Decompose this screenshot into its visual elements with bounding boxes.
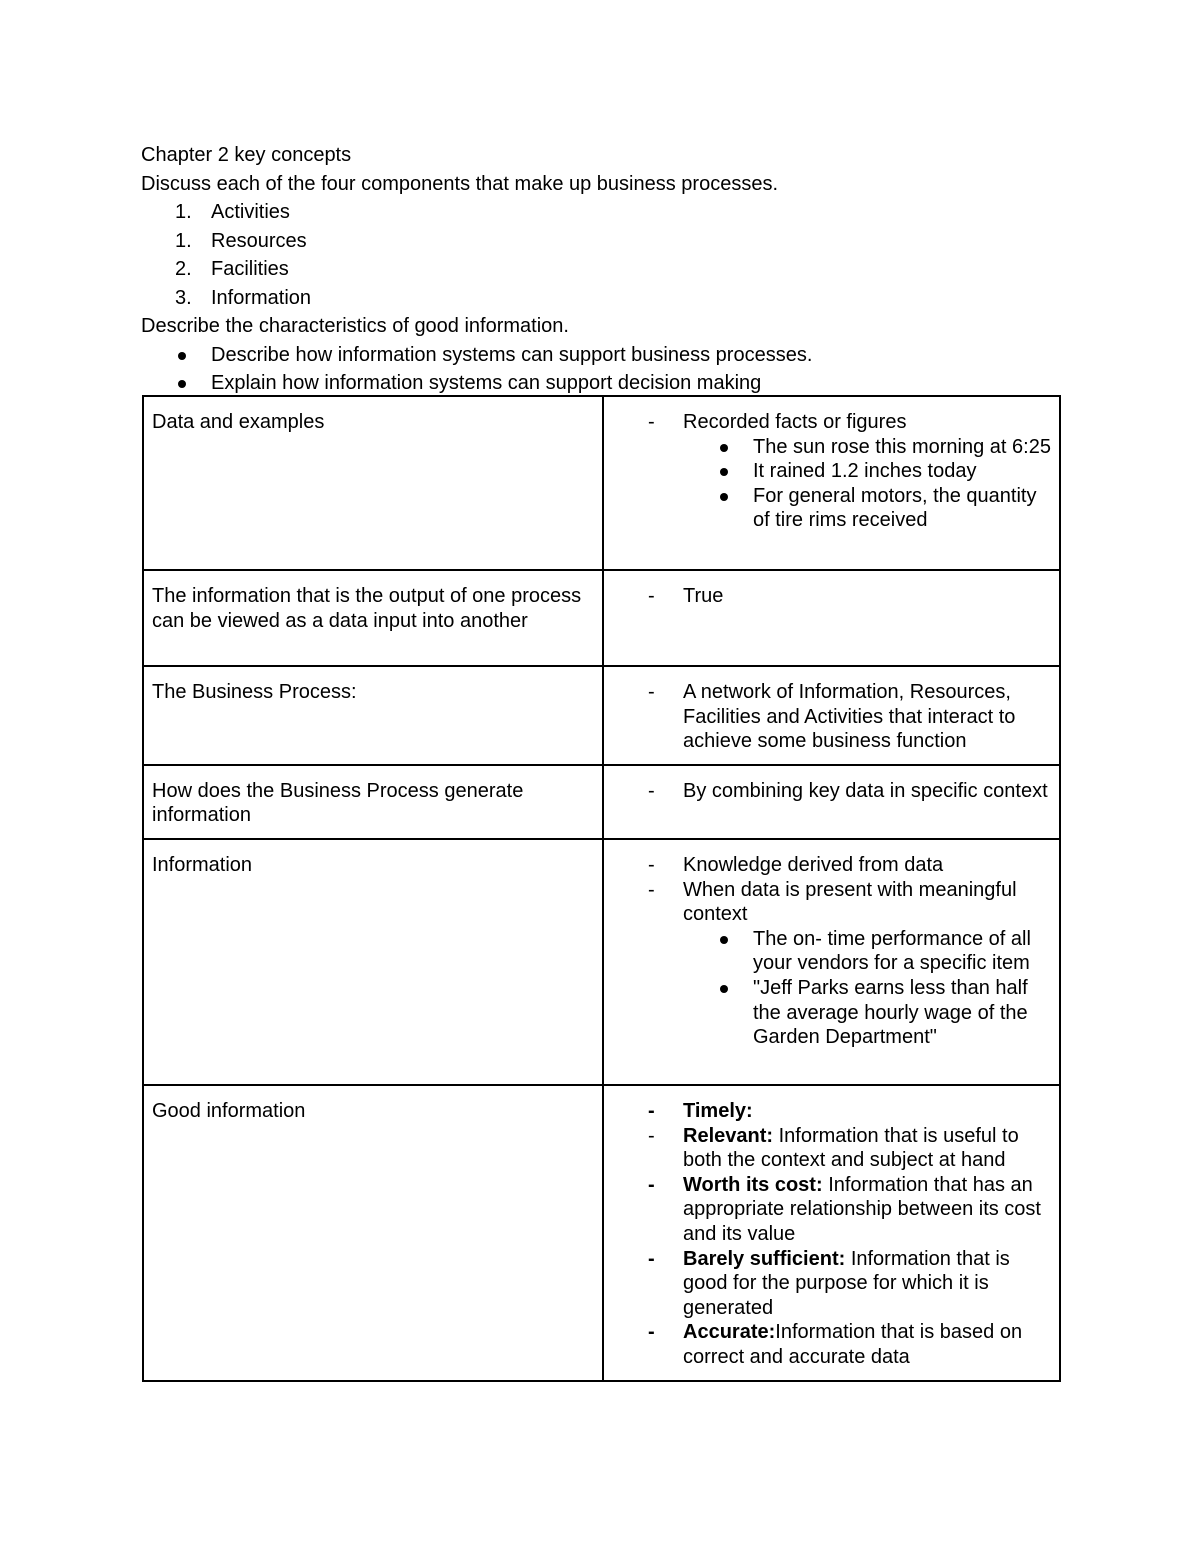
definition-cell xyxy=(603,666,1060,765)
bullet-icon xyxy=(178,352,186,360)
example-item xyxy=(612,927,1051,976)
bullet-icon xyxy=(720,444,728,452)
term-text: How does the Business Process generate information xyxy=(152,779,524,827)
definition-cell xyxy=(603,1085,1060,1381)
table-row xyxy=(143,396,1060,570)
bullet-icon xyxy=(720,493,728,501)
term-cell xyxy=(143,839,603,1085)
definition-item xyxy=(612,584,1051,609)
quality-label: Worth its cost: xyxy=(683,1173,823,1196)
definition-text: When data is present with meaningful context xyxy=(683,878,1017,926)
component-text: Information xyxy=(211,286,312,309)
example-item xyxy=(612,484,1051,533)
quality-label: Relevant: xyxy=(683,1124,774,1147)
quality-label: Accurate: xyxy=(683,1321,776,1344)
dash-marker: - xyxy=(648,878,655,901)
quality-description: Information that is useful to both the context and subject at hand xyxy=(683,1124,1019,1172)
bullet-item xyxy=(141,341,1061,370)
dash-marker: - xyxy=(648,1173,655,1196)
example-text: "Jeff Parks earns less than half the average hourly wage of the Garden Department" xyxy=(753,976,1028,1049)
table-row xyxy=(143,839,1060,1085)
definition-cell xyxy=(603,570,1060,666)
example-item xyxy=(612,976,1051,1050)
component-text: Activities xyxy=(211,201,290,223)
definition-cell xyxy=(603,765,1060,839)
quality-description: Information that is good for the purpose for which it is generated xyxy=(683,1247,1010,1319)
example-text: It rained 1.2 inches today xyxy=(753,460,977,483)
example-text: For general motors, the quantity of tire rims received xyxy=(753,484,1037,532)
prompt-characteristics: Describe the characteristics of good information. xyxy=(141,315,569,337)
document-title: Chapter 2 key concepts xyxy=(141,144,352,166)
component-number: 2. xyxy=(175,258,192,280)
definition-text: Knowledge derived from data xyxy=(683,853,944,876)
dash-marker: - xyxy=(648,1321,655,1344)
term-text: The Business Process: xyxy=(152,681,357,703)
quality-item xyxy=(612,1099,1051,1124)
component-item xyxy=(141,198,1061,227)
bullet-icon xyxy=(178,380,186,388)
table-row xyxy=(143,1085,1060,1381)
table-row xyxy=(143,570,1060,666)
example-text: The on- time performance of all your vendors for a specific item xyxy=(753,927,1031,975)
component-item xyxy=(141,227,1061,256)
example-item xyxy=(612,459,1051,484)
definition-item xyxy=(612,779,1051,804)
dash-marker: - xyxy=(648,1124,655,1147)
definition-cell xyxy=(603,839,1060,1085)
quality-description: Information that has an appropriate relationship between its cost and its value xyxy=(683,1173,1041,1245)
definition-text: A network of Information, Resources, Facilities and Activities that interact to achieve some business function xyxy=(683,681,1016,753)
table-row xyxy=(143,666,1060,765)
definition-cell xyxy=(603,396,1060,570)
dash-marker: - xyxy=(648,1247,655,1270)
quality-item xyxy=(612,1247,1051,1321)
definition-text: Recorded facts or figures xyxy=(683,411,907,433)
term-cell xyxy=(143,1085,603,1381)
definition-text: True xyxy=(683,585,724,607)
bullet-icon xyxy=(720,936,728,944)
definition-item xyxy=(612,878,1051,927)
example-item xyxy=(612,435,1051,460)
definition-text: By combining key data in specific context xyxy=(683,779,1048,802)
bullet-text: Explain how information systems can support decision making xyxy=(211,372,762,394)
concepts-table xyxy=(142,395,1061,1382)
component-number: 1. xyxy=(175,229,192,252)
dash-marker: - xyxy=(648,585,655,607)
dash-marker: - xyxy=(648,853,655,876)
quality-label: Timely: xyxy=(683,1099,753,1122)
term-text: Information xyxy=(152,853,253,876)
component-text: Resources xyxy=(211,229,307,252)
definition-item xyxy=(612,853,1051,878)
term-text: Data and examples xyxy=(152,411,325,433)
component-text: Facilities xyxy=(211,258,289,280)
term-text: Good information xyxy=(152,1099,306,1122)
bullet-icon xyxy=(720,468,728,476)
component-number: 1. xyxy=(175,201,192,223)
dash-marker: - xyxy=(648,681,655,703)
component-item xyxy=(141,284,1061,313)
table-row xyxy=(143,765,1060,839)
intro-section xyxy=(141,141,1061,398)
example-text: The sun rose this morning at 6:25 xyxy=(753,435,1051,458)
quality-item xyxy=(612,1320,1051,1369)
term-cell xyxy=(143,666,603,765)
bullet-text: Describe how information systems can support business processes. xyxy=(211,343,813,366)
dash-marker: - xyxy=(648,1099,655,1122)
quality-description: Information that is based on correct and accurate data xyxy=(683,1321,1023,1368)
dash-marker: - xyxy=(648,779,655,802)
quality-label: Barely sufficient: xyxy=(683,1247,846,1270)
component-number: 3. xyxy=(175,286,192,309)
term-text: The information that is the output of one process can be viewed as a data input into another xyxy=(152,585,582,632)
bullet-item xyxy=(141,369,1061,398)
definition-item xyxy=(612,680,1051,754)
quality-item xyxy=(612,1173,1051,1247)
term-cell xyxy=(143,570,603,666)
term-cell xyxy=(143,765,603,839)
term-cell xyxy=(143,396,603,570)
definition-item xyxy=(612,410,1051,435)
dash-marker: - xyxy=(648,411,655,433)
component-item xyxy=(141,255,1061,284)
quality-item xyxy=(612,1124,1051,1173)
prompt-components: Discuss each of the four components that make up business processes. xyxy=(141,172,779,195)
bullet-icon xyxy=(720,985,728,993)
